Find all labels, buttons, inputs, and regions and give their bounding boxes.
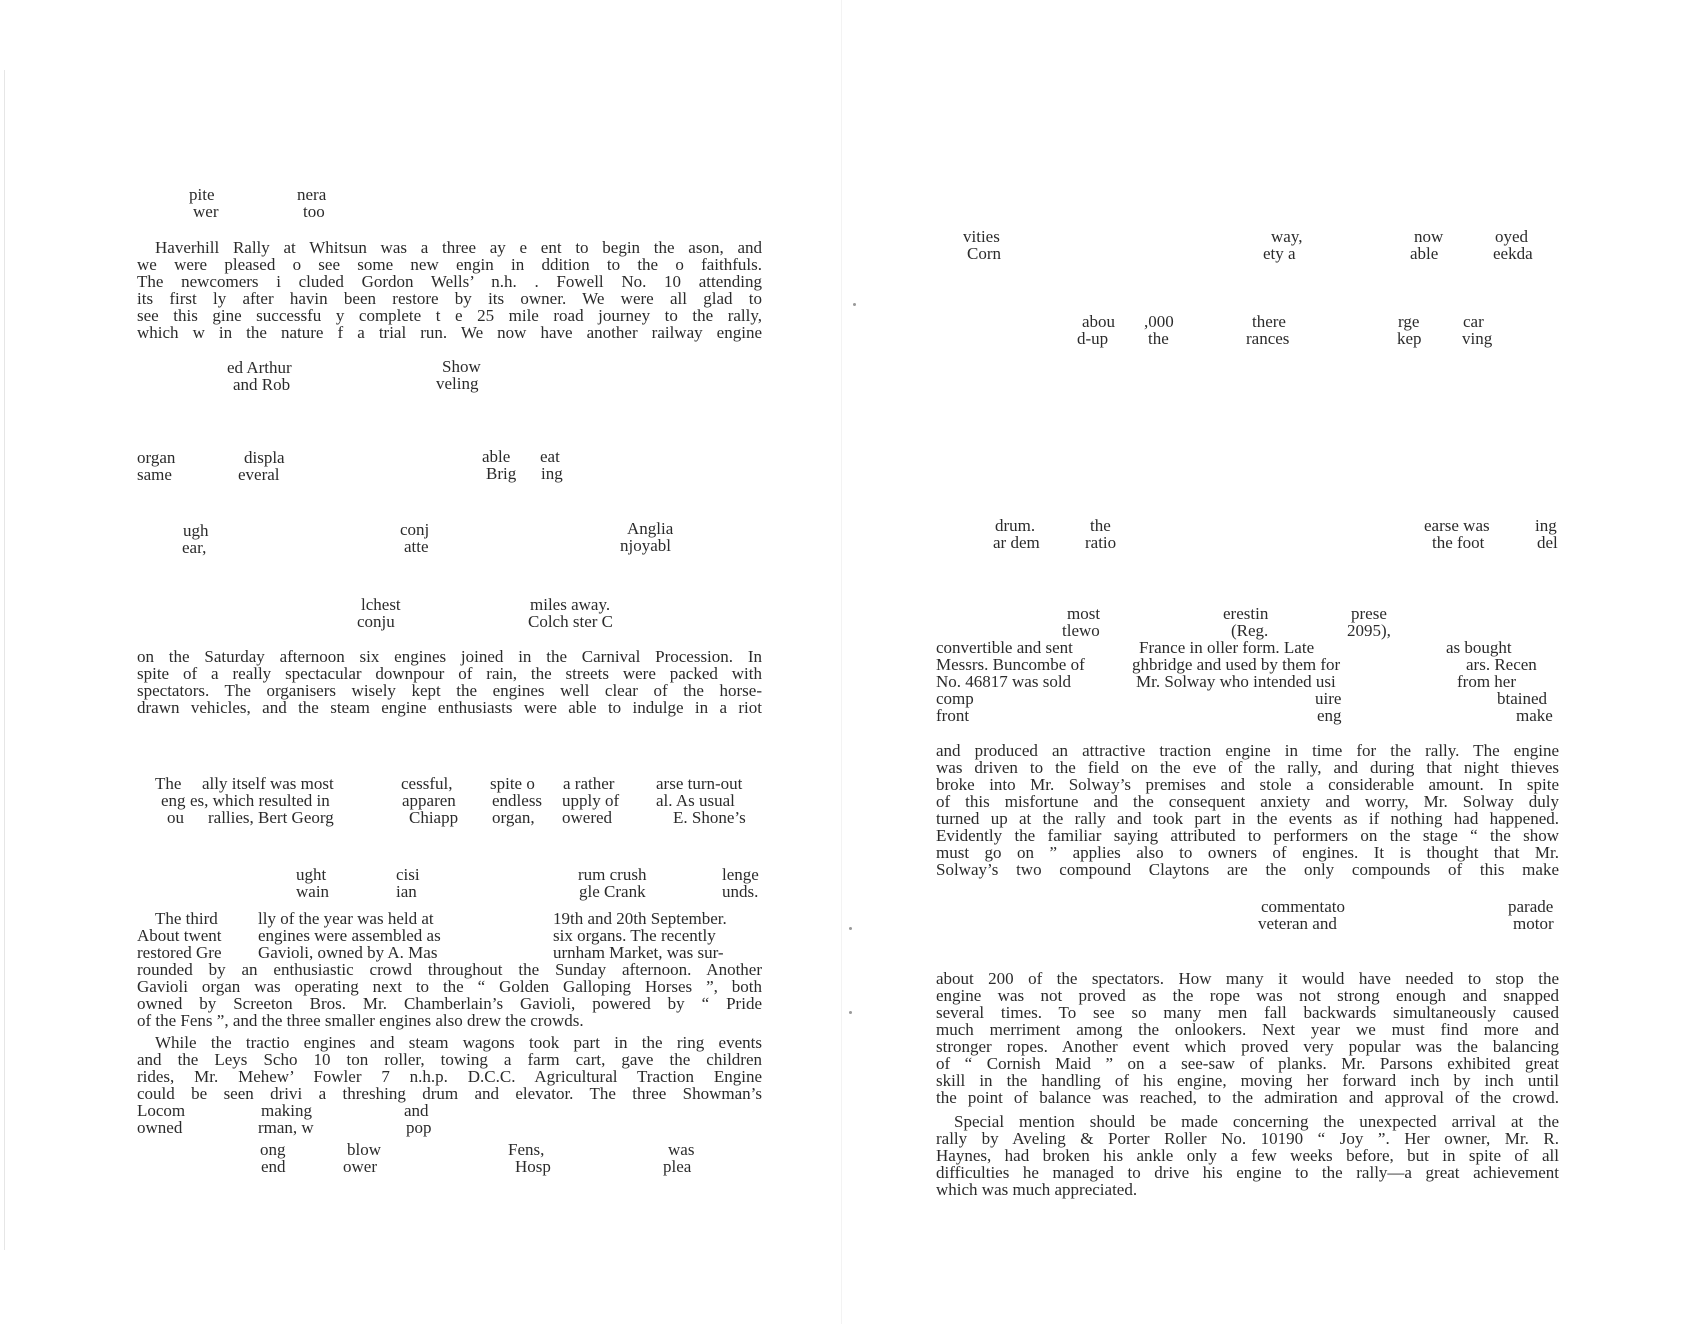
text-fragment: rallies, Bert Georg	[208, 808, 334, 827]
text-fragment: convertible and sent	[936, 638, 1073, 657]
text-line: of this misfortune and the consequent anxiety and worry, Mr. Solway duly	[936, 792, 1559, 811]
text-fragment: ghbridge and used by them for	[1132, 655, 1341, 674]
text-fragment: there	[1252, 312, 1286, 331]
text-line: must go on ” applies also to owners of engines. It is thought that Mr.	[936, 843, 1559, 862]
text-fragment: cisi	[396, 865, 420, 884]
text-fragment: rum crush	[578, 865, 647, 884]
text-fragment: end	[261, 1157, 286, 1176]
text-line: rides, Mr. Mehew’ Fowler 7 n.h.p. D.C.C. Agricultural Traction Engine	[137, 1067, 762, 1086]
text-fragment: parade	[1508, 897, 1554, 916]
text-line: stronger ropes. Another event which proved very popular was the balancing	[936, 1037, 1559, 1056]
text-fragment: upply of	[562, 791, 620, 810]
text-fragment: most	[1067, 604, 1101, 623]
text-fragment: earse was	[1424, 516, 1490, 535]
text-fragment: The	[155, 774, 182, 793]
text-fragment: commentato	[1261, 897, 1346, 916]
text-line: spectators. The organisers wisely kept the engines well clear of the horse-	[137, 681, 762, 700]
text-fragment: plea	[663, 1157, 692, 1176]
text-line: engine was not proved as the rope was not strong enough and snapped	[936, 986, 1559, 1005]
text-fragment: The third	[155, 909, 218, 928]
text-fragment: ught	[296, 865, 327, 884]
text-fragment: atte	[404, 537, 429, 556]
text-fragment: Hosp	[515, 1157, 551, 1176]
text-fragment: ,000	[1144, 312, 1174, 331]
text-line: several times. To see so many men fall backwards simultaneously caused	[936, 1003, 1559, 1022]
text-fragment: abou	[1082, 312, 1116, 331]
text-fragment: France in oller form. Late	[1139, 638, 1315, 657]
text-fragment: es, which resulted in	[190, 791, 330, 810]
text-fragment: unds.	[722, 882, 759, 901]
text-fragment: oyed	[1495, 227, 1529, 246]
text-fragment: No. 46817 was sold	[936, 672, 1072, 691]
text-fragment: uire	[1315, 689, 1342, 708]
text-line: Haynes, had broken his ankle only a few weeks before, but in spite of all	[936, 1146, 1559, 1165]
text-fragment: E. Shone’s	[673, 808, 746, 827]
text-fragment: rman, w	[258, 1118, 314, 1137]
text-fragment: eat	[540, 447, 560, 466]
text-fragment: apparen	[402, 791, 456, 810]
text-fragment: Fens,	[508, 1140, 545, 1159]
text-fragment: make	[1516, 706, 1553, 725]
text-fragment: and	[404, 1101, 429, 1120]
text-line: which w in the nature f a trial run. We now have another railway engine	[137, 323, 762, 342]
text-fragment: eng	[161, 791, 186, 810]
text-fragment: engines were assembled as	[258, 926, 441, 945]
text-fragment: 19th and 20th September.	[553, 909, 727, 928]
text-line: owned by Screeton Bros. Mr. Chamberlain’s Gavioli, powered by “ Pride	[137, 994, 762, 1013]
text-line: spite of a really spectacular downpour of rain, the streets were packed with	[137, 664, 762, 683]
text-fragment: Colch ster C	[528, 612, 613, 631]
text-line: rounded by an enthusiastic crowd throughout the Sunday afternoon. Another	[137, 960, 762, 979]
text-fragment: Gavioli, owned by A. Mas	[258, 943, 438, 962]
text-fragment: wain	[296, 882, 330, 901]
text-fragment: owered	[562, 808, 613, 827]
text-fragment: ving	[1462, 329, 1493, 348]
text-fragment: arse turn-out	[656, 774, 743, 793]
text-line: its first ly after havin been restore by its owner. We were all glad to	[137, 289, 762, 308]
text-line: Gavioli organ was operating next to the “ Golden Galloping Horses ”, both	[137, 977, 762, 996]
text-fragment: the	[1148, 329, 1169, 348]
text-fragment: Anglia	[627, 519, 674, 538]
text-line: of the Fens ”, and the three smaller engines also drew the crowds.	[137, 1011, 584, 1030]
text-fragment: veling	[436, 374, 479, 393]
text-fragment: restored Gre	[137, 943, 222, 962]
text-fragment: pop	[406, 1118, 432, 1137]
text-fragment: organ	[137, 448, 176, 467]
text-fragment: front	[936, 706, 970, 725]
text-fragment: lchest	[361, 595, 401, 614]
text-fragment: blow	[347, 1140, 381, 1159]
text-line: and the Leys Scho 10 ton roller, towing a farm cart, gave the children	[137, 1050, 762, 1069]
text-fragment: the	[1090, 516, 1111, 535]
text-fragment: now	[1414, 227, 1444, 246]
text-fragment: d-up	[1077, 329, 1109, 348]
text-line: Solway’s two compound Claytons are the only compounds of this make	[936, 860, 1559, 879]
text-line: Evidently the familiar saying attributed to performers on the stage “ the show	[936, 826, 1559, 845]
text-fragment: Locom	[137, 1101, 186, 1120]
text-line: the point of balance was reached, to the admiration and approval of the crowd.	[936, 1088, 1559, 1107]
text-fragment: ally itself was most	[202, 774, 334, 793]
text-fragment: wer	[193, 202, 219, 221]
text-fragment: spite o	[490, 774, 535, 793]
text-fragment: tlewo	[1062, 621, 1100, 640]
text-line: skill in the handling of his engine, moving her forward inch by inch until	[936, 1071, 1559, 1090]
text-fragment: kep	[1397, 329, 1422, 348]
text-fragment: ear,	[182, 538, 207, 557]
paper-speck	[849, 927, 852, 930]
text-fragment: Corn	[967, 244, 1001, 263]
text-fragment: Show	[442, 357, 481, 376]
text-fragment: urnham Market, was sur-	[553, 943, 724, 962]
text-line: and produced an attractive traction engine in time for the rally. The engine	[936, 741, 1559, 760]
text-fragment: Mr. Solway who intended usi	[1136, 672, 1336, 691]
text-fragment: nera	[297, 185, 327, 204]
text-fragment: everal	[238, 465, 280, 484]
text-line: was driven to the field on the eve of the rally, and during that night thieves	[936, 758, 1559, 777]
text-fragment: ower	[343, 1157, 377, 1176]
paper-speck	[853, 303, 856, 306]
text-fragment: ing	[541, 464, 563, 483]
text-line: While the tractio engines and steam wagons took part in the ring events	[155, 1033, 762, 1052]
text-fragment: a rather	[563, 774, 615, 793]
text-fragment: too	[303, 202, 325, 221]
text-fragment: ong	[260, 1140, 286, 1159]
text-fragment: Chiapp	[409, 808, 459, 827]
text-fragment: able	[1410, 244, 1439, 263]
text-fragment: (Reg.	[1231, 621, 1269, 640]
text-line: of “ Cornish Maid ” on a see-saw of planks. Mr. Parsons exhibited great	[936, 1054, 1559, 1073]
text-fragment: lenge	[722, 865, 759, 884]
text-line: drawn vehicles, and the steam engine enthusiasts were able to indulge in a riot	[137, 698, 762, 717]
text-fragment: and Rob	[233, 375, 291, 394]
text-fragment: ian	[396, 882, 417, 901]
text-fragment: ed Arthur	[227, 358, 292, 377]
text-line: Haverhill Rally at Whitsun was a three ay e ent to begin the ason, and	[155, 238, 762, 257]
text-fragment: was	[668, 1140, 695, 1159]
text-fragment: btained	[1497, 689, 1548, 708]
text-fragment: erestin	[1223, 604, 1269, 623]
text-fragment: prese	[1351, 604, 1387, 623]
text-fragment: from her	[1457, 672, 1517, 691]
text-fragment: miles away.	[530, 595, 611, 614]
text-line: could be seen drivi a threshing drum and elevator. The three Showman’s	[137, 1084, 762, 1103]
text-fragment: ety a	[1263, 244, 1296, 263]
text-fragment: vities	[963, 227, 1000, 246]
text-fragment: pite	[189, 185, 215, 204]
text-fragment: ars. Recen	[1466, 655, 1537, 674]
text-fragment: rances	[1246, 329, 1290, 348]
text-fragment: comp	[936, 689, 974, 708]
text-line: Special mention should be made concerning the unexpected arrival at the	[954, 1112, 1559, 1131]
text-fragment: cessful,	[401, 774, 453, 793]
text-line: about 200 of the spectators. How many it would have needed to stop the	[936, 969, 1559, 988]
text-fragment: motor	[1513, 914, 1554, 933]
text-fragment: rge	[1398, 312, 1420, 331]
text-line: turned up at the rally and took part in the events as if nothing had happened.	[936, 809, 1559, 828]
text-fragment: car	[1463, 312, 1484, 331]
text-fragment: way,	[1271, 227, 1303, 246]
text-fragment: About twent	[137, 926, 222, 945]
text-fragment: eng	[1317, 706, 1342, 725]
text-fragment: drum.	[995, 516, 1036, 535]
text-fragment: same	[137, 465, 172, 484]
text-fragment: eekda	[1493, 244, 1533, 263]
text-fragment: as bought	[1446, 638, 1512, 657]
text-fragment: ugh	[183, 521, 209, 540]
text-fragment: veteran and	[1258, 914, 1337, 933]
text-line: which was much appreciated.	[936, 1180, 1138, 1199]
text-fragment: able	[482, 447, 511, 466]
text-fragment: endless	[492, 791, 543, 810]
text-fragment: six organs. The recently	[553, 926, 716, 945]
text-fragment: ou	[167, 808, 184, 827]
text-fragment: ar dem	[993, 533, 1040, 552]
text-line: rally by Aveling & Porter Roller No. 10190 “ Joy ”. Her owner, Mr. R.	[936, 1129, 1559, 1148]
text-fragment: al. As usual	[656, 791, 735, 810]
text-fragment: Brig	[486, 464, 517, 483]
text-fragment: owned	[137, 1118, 183, 1137]
text-fragment: the foot	[1432, 533, 1485, 552]
right-page	[842, 0, 1683, 1324]
text-fragment: 2095),	[1347, 621, 1391, 640]
text-fragment: lly of the year was held at	[258, 909, 434, 928]
text-line: we were pleased o see some new engin in ddition to the o faithfuls.	[137, 255, 762, 274]
text-line: much merriment among the onlookers. Next year we must find more and	[936, 1020, 1559, 1039]
text-line: on the Saturday afternoon six engines joined in the Carnival Procession. In	[137, 647, 762, 666]
text-fragment: conju	[357, 612, 395, 631]
text-line: difficulties he managed to drive his engine to the rally—a great achievement	[936, 1163, 1559, 1182]
text-fragment: making	[261, 1101, 312, 1120]
text-fragment: organ,	[492, 808, 535, 827]
text-fragment: conj	[400, 520, 430, 539]
text-fragment: displa	[244, 448, 285, 467]
text-fragment: del	[1537, 533, 1558, 552]
text-fragment: njoyabl	[620, 536, 671, 555]
text-fragment: ing	[1535, 516, 1557, 535]
text-fragment: Messrs. Buncombe of	[936, 655, 1085, 674]
text-line: The newcomers i cluded Gordon Wells’ n.h. . Fowell No. 10 attending	[137, 272, 762, 291]
paper-speck	[849, 1011, 852, 1014]
text-fragment: gle Crank	[579, 882, 646, 901]
text-line: see this gine successfu y complete t e 25 mile road journey to the rally,	[137, 306, 762, 325]
text-fragment: ratio	[1085, 533, 1117, 552]
text-line: broke into Mr. Solway’s premises and stole a considerable amount. In spite	[936, 775, 1559, 794]
